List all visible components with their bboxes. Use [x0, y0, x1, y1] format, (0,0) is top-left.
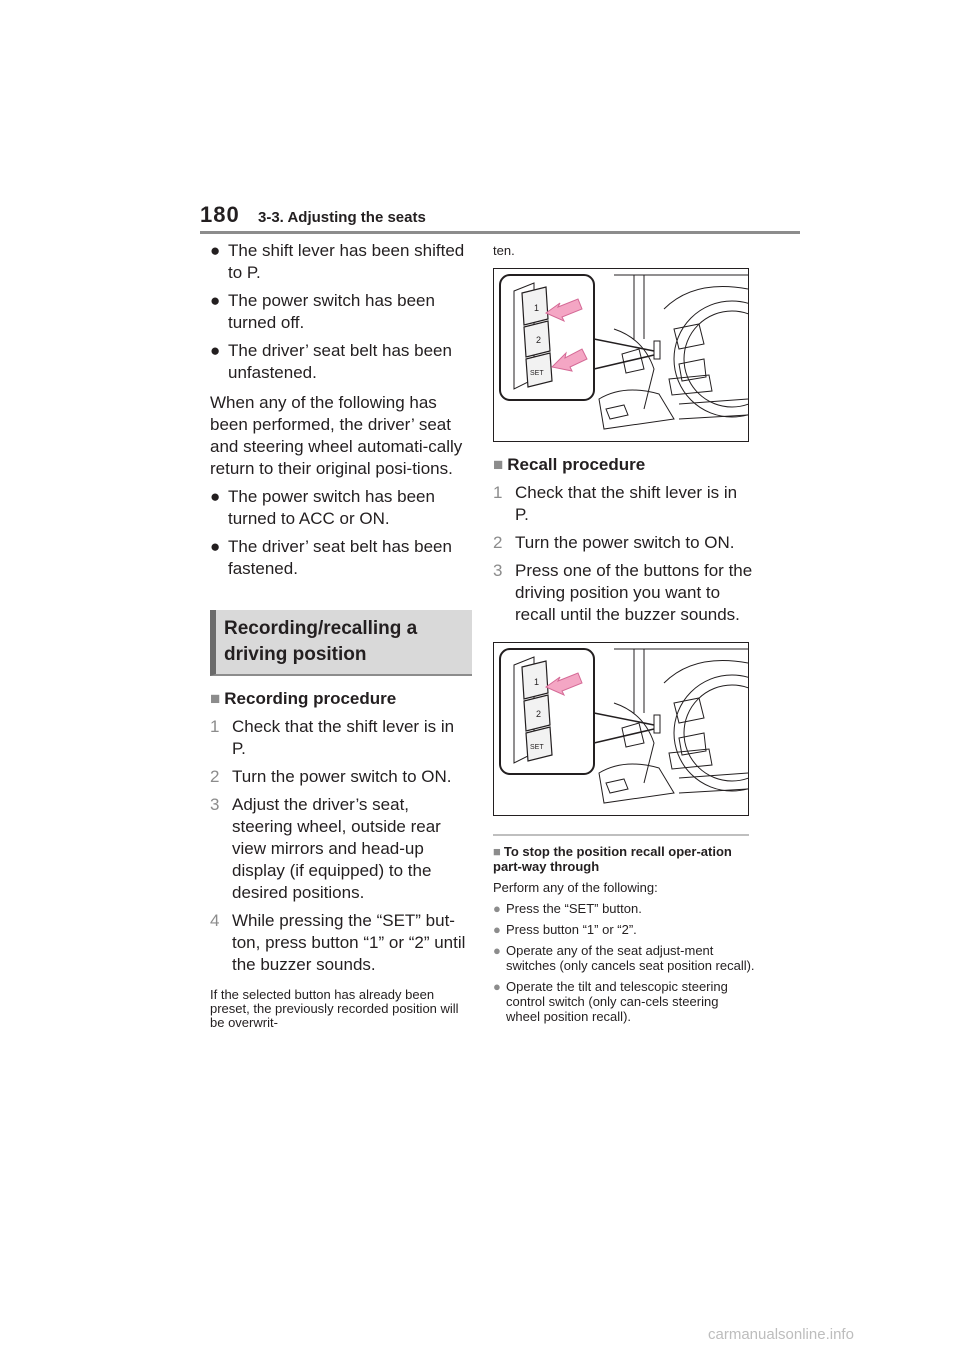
figure-label-2: 2 — [536, 709, 542, 719]
list-item: ● Operate any of the seat adjust-ment switches (only cancels seat position recall). — [493, 943, 755, 973]
bullet-icon: ● — [493, 979, 501, 994]
square-icon: ■ — [493, 844, 501, 859]
step-item: 4 While pressing the “SET” but-ton, press button “1” or “2” until the buzzer sounds. — [210, 911, 466, 974]
step-item: 1 Check that the shift lever is in P. — [493, 483, 738, 524]
step-item: 1 Check that the shift lever is in P. — [210, 717, 455, 758]
step-item: 2 Turn the power switch to ON. — [493, 533, 735, 552]
section-heading: Recording/recalling a driving position — [224, 618, 418, 665]
figure-label-set: SET — [530, 744, 544, 751]
bullet-icon: ● — [493, 922, 501, 937]
header-rule — [200, 231, 800, 234]
paragraph: When any of the following has been performed, the driver’ seat and steering wheel automati-cally return to their original posi-tions. — [210, 393, 463, 478]
step-item: 3 Press one of the buttons for the driving position you want to recall until the buzzer sounds. — [493, 561, 753, 624]
watermark: carmanualsonline.info — [708, 1326, 854, 1343]
square-icon: ■ — [210, 689, 221, 708]
square-icon: ■ — [493, 455, 504, 474]
list-item: ● The power switch has been turned off. — [210, 291, 435, 332]
section-title: 3-3. Adjusting the seats — [258, 209, 426, 226]
note-continued: ten. — [493, 243, 515, 258]
list-item: ● The shift lever has been shifted to P. — [210, 241, 465, 282]
list-item: ● Operate the tilt and telescopic steering control switch (only can-cels steering wheel position recall). — [493, 979, 728, 1024]
list-item: ● Press button “1” or “2”. — [493, 922, 637, 937]
list-item: ● The driver’ seat belt has been fastened. — [210, 537, 452, 578]
stop-intro: Perform any of the following: — [493, 880, 658, 895]
bullet-icon: ● — [210, 487, 221, 506]
left-column — [210, 240, 472, 1030]
list-item: ● The driver’ seat belt has been unfastened. — [210, 341, 452, 382]
note-text: If the selected button has already been preset, the previously recorded position will be overwrit- — [210, 987, 459, 1030]
bullet-icon: ● — [210, 291, 221, 310]
bullet-icon: ● — [210, 341, 221, 360]
recall-heading: ■ Recall procedure — [493, 455, 646, 474]
right-column — [493, 240, 755, 1030]
list-item: ● Press the “SET” button. — [493, 901, 642, 916]
step-item: 2 Turn the power switch to ON. — [210, 767, 452, 786]
figure-label-set: SET — [530, 370, 544, 377]
figure-label-1: 1 — [534, 303, 540, 313]
illustration-recording — [493, 268, 749, 442]
section-heading-box — [210, 610, 472, 676]
list-item: ● The power switch has been turned to ACC or ON. — [210, 487, 435, 528]
bullet-icon: ● — [493, 901, 501, 916]
step-item: 3 Adjust the driver’s seat, steering wheel, outside rear view mirrors and head-up display (if equipped) to the desired positions. — [210, 795, 441, 902]
figure-label-1: 1 — [534, 677, 540, 687]
stop-heading: ■ To stop the position recall oper-ation part-way through — [493, 844, 732, 874]
illustration-recall — [493, 642, 749, 816]
page-number: 180 — [200, 202, 240, 227]
recording-heading: ■ Recording procedure — [210, 689, 397, 708]
divider — [493, 834, 749, 836]
bullet-icon: ● — [493, 943, 501, 958]
figure-label-2: 2 — [536, 335, 542, 345]
bullet-icon: ● — [210, 241, 221, 260]
bullet-icon: ● — [210, 537, 221, 556]
